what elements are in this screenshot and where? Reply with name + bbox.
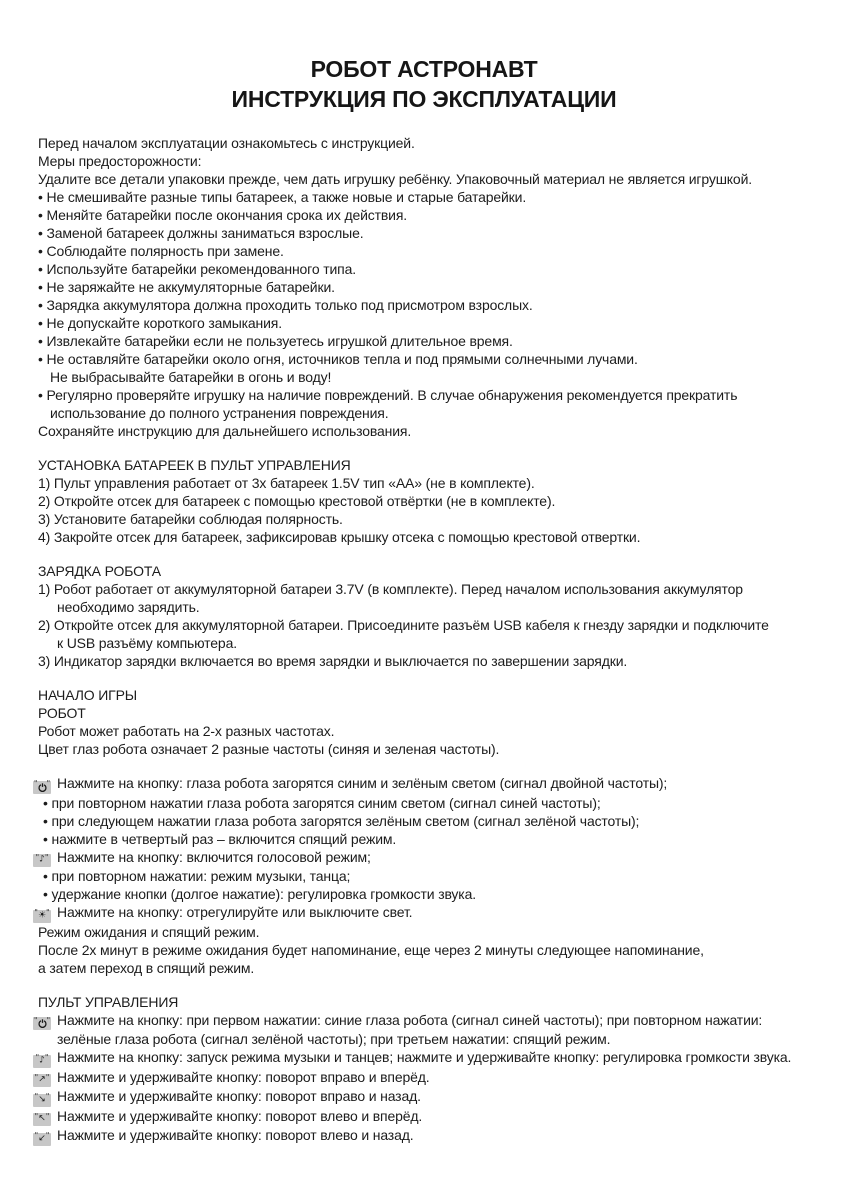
control-item-power: [33, 774, 824, 794]
remote-item-text: Нажмите и удерживайте кнопку: поворот вправо и назад.: [57, 1088, 421, 1104]
section-heading-game-start: НАЧАЛО ИГРЫ: [38, 687, 138, 703]
step-continuation: необходимо зарядить.: [57, 599, 200, 615]
power-icon: [33, 781, 51, 794]
section-subheading-robot: РОБОТ: [38, 705, 86, 721]
game-start-line: Робот может работать на 2-х разных частотах.: [38, 723, 335, 739]
intro-line: Сохраняйте инструкцию для дальнейшего использования.: [38, 423, 412, 439]
standby-line: После 2х минут в режиме ожидания будет напоминание, еще через 2 минуты следующее напоминание,: [38, 941, 704, 958]
remote-item-turn-left-forward: [33, 1107, 824, 1127]
step-continuation: к USB разъёму компьютера.: [57, 635, 237, 651]
precaution-bullet: • Меняйте батарейки после окончания срока их действия.: [38, 207, 408, 223]
music-note-icon: " ♪ ": [33, 854, 51, 867]
control-text: Нажмите на кнопку: включится голосовой режим;: [57, 848, 371, 865]
precaution-bullet: • Извлекайте батарейки если не пользуетесь игрушкой длительное время.: [38, 333, 513, 349]
arrow-up-right-icon: " ↗ ": [33, 1074, 51, 1087]
control-item-music: [33, 848, 824, 868]
control-sub-bullet: • при повторном нажатии: режим музыки, танца;: [43, 868, 351, 884]
precaution-bullet: • Соблюдайте полярность при замене.: [38, 243, 284, 259]
intro-line: Удалите все детали упаковки прежде, чем дать игрушку ребёнку. Упаковочный материал не является игрушкой.: [38, 171, 752, 187]
control-sub-bullet: • при следующем нажатии глаза робота загорятся зелёным светом (сигнал зелёной частоты);: [43, 812, 640, 829]
game-start-line: Цвет глаз робота означает 2 разные частоты (синяя и зеленая частоты).: [38, 741, 500, 757]
step-line: 4) Закройте отсек для батареек, зафиксировав крышку отсека с помощью крестовой отвертки.: [38, 529, 641, 545]
precaution-bullet: • Не смешивайте разные типы батареек, а также новые и старые батарейки.: [38, 189, 527, 205]
doc-title: [0, 0, 848, 114]
remote-item-turn-left-back: [33, 1126, 824, 1146]
remote-item-turn-right-back: [33, 1087, 824, 1107]
step-line: 1) Робот работает от аккумуляторной батареи 3.7V (в комплекте). Перед началом использования аккумулятор: [38, 581, 743, 597]
standby-line: Режим ожидания и спящий режим.: [38, 923, 260, 940]
intro-line: Меры предосторожности:: [38, 153, 202, 169]
remote-item-power: [33, 1011, 824, 1031]
remote-item-turn-right-forward: [33, 1068, 824, 1088]
remote-item-text: Нажмите и удерживайте кнопку: поворот влево и вперёд.: [57, 1107, 423, 1124]
arrow-down-left-icon: " ↙ ": [33, 1133, 51, 1146]
remote-item-continuation: зелёные глаза робота (сигнал зелёной частоты); при третьем нажатии: спящий режим.: [57, 1031, 611, 1047]
precaution-bullet: • Не допускайте короткого замыкания.: [38, 315, 282, 331]
remote-item-text: Нажмите на кнопку: при первом нажатии: синие глаза робота (сигнал синей частоты); при повторном нажатии:: [57, 1011, 763, 1028]
step-line: 2) Откройте отсек для батареек с помощью крестовой отвёртки (не в комплекте).: [38, 493, 556, 509]
title-line-1: РОБОТ АСТРОНАВТ: [310, 56, 538, 82]
control-sub-bullet: • нажмите в четвертый раз – включится спящий режим.: [43, 830, 397, 847]
music-note-icon: " ♪ ": [33, 1055, 51, 1068]
section-heading-remote: ПУЛЬТ УПРАВЛЕНИЯ: [38, 993, 179, 1010]
precaution-bullet: • Не оставляйте батарейки около огня, источников тепла и под прямыми солнечными лучами.: [38, 351, 638, 367]
robot-controls: [38, 774, 824, 977]
remote-item-text: Нажмите и удерживайте кнопку: поворот влево и назад.: [57, 1127, 414, 1143]
remote-item-text: Нажмите и удерживайте кнопку: поворот вправо и вперёд.: [57, 1068, 430, 1085]
document-body: [0, 134, 848, 1146]
precaution-bullet: • Зарядка аккумулятора должна проходить только под присмотром взрослых.: [38, 297, 533, 313]
step-line: 3) Индикатор зарядки включается во время зарядки и выключается по завершении зарядки.: [38, 653, 628, 669]
light-icon: " ☀ ": [33, 910, 51, 923]
section-heading-battery-install: УСТАНОВКА БАТАРЕЕК В ПУЛЬТ УПРАВЛЕНИЯ: [38, 457, 351, 473]
remote-item-text: Нажмите на кнопку: запуск режима музыки и танцев; нажмите и удерживайте кнопку: регулировка громкости звука.: [57, 1049, 792, 1065]
precaution-bullet: • Регулярно проверяйте игрушку на наличие повреждений. В случае обнаружения рекомендуется прекратить: [38, 387, 738, 403]
control-text: Нажмите на кнопку: глаза робота загорятся синим и зелёным светом (сигнал двойной частоты);: [57, 775, 668, 791]
title-line-2: ИНСТРУКЦИЯ ПО ЭКСПЛУАТАЦИИ: [231, 86, 617, 112]
precaution-bullet: • Используйте батарейки рекомендованного типа.: [38, 261, 356, 277]
intro-line: Перед началом эксплуатации ознакомьтесь с инструкцией.: [38, 135, 415, 151]
section-heading-charging: ЗАРЯДКА РОБОТА: [38, 563, 161, 579]
precaution-bullet: • Не заряжайте не аккумуляторные батарейки.: [38, 279, 335, 295]
step-line: 2) Откройте отсек для аккумуляторной батареи. Присоедините разъём USB кабеля к гнезду зарядки и подключите: [38, 617, 769, 633]
step-line: 1) Пульт управления работает от 3х батареек 1.5V тип «АА» (не в комплекте).: [38, 475, 535, 491]
arrow-up-left-icon: " ↖ ": [33, 1113, 51, 1126]
control-item-light: [33, 903, 824, 923]
precaution-continuation: Не выбрасывайте батарейки в огонь и воду!: [50, 369, 332, 385]
control-sub-bullet: • при повторном нажатии глаза робота загорятся синим светом (сигнал синей частоты);: [43, 794, 601, 811]
power-icon: [33, 1017, 51, 1030]
arrow-down-right-icon: " ↘ ": [33, 1094, 51, 1107]
remote-item-music: [33, 1048, 824, 1068]
standby-line: а затем переход в спящий режим.: [38, 959, 255, 976]
control-text: Нажмите на кнопку: отрегулируйте или выключите свет.: [57, 904, 413, 920]
precaution-bullet: • Заменой батареек должны заниматься взрослые.: [38, 225, 364, 241]
precaution-continuation: использование до полного устранения повреждения.: [50, 405, 389, 421]
step-line: 3) Установите батарейки соблюдая полярность.: [38, 511, 343, 527]
control-sub-bullet: • удержание кнопки (долгое нажатие): регулировка громкости звука.: [43, 886, 476, 902]
